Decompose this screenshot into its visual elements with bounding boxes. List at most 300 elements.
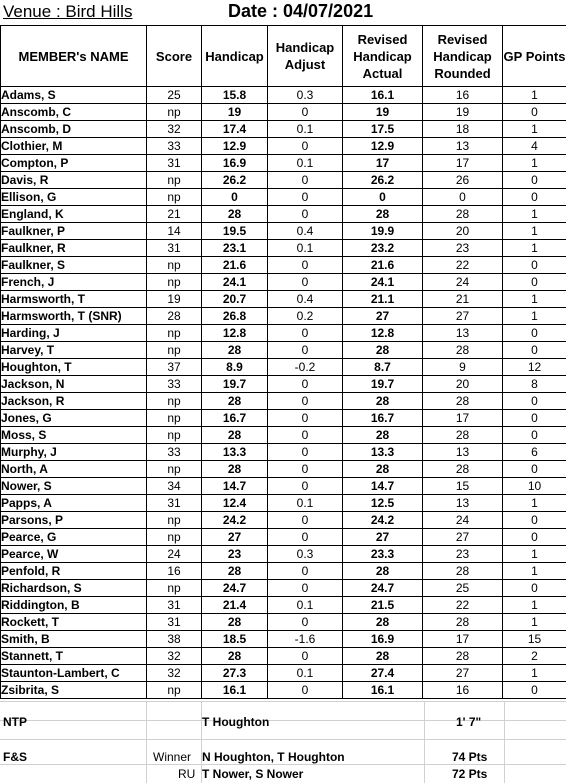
cell-revised-rounded: 17 xyxy=(423,155,503,172)
cell-handicap-adjust: 0 xyxy=(268,444,343,461)
cell-handicap-adjust: 0.1 xyxy=(268,495,343,512)
cell-handicap-adjust: 0.4 xyxy=(268,291,343,308)
cell-handicap-adjust: -1.6 xyxy=(268,631,343,648)
cell-revised-actual: 12.8 xyxy=(343,325,423,342)
cell-revised-rounded: 28 xyxy=(423,342,503,359)
cell-revised-actual: 8.7 xyxy=(343,359,423,376)
cell-handicap-adjust: 0.1 xyxy=(268,665,343,682)
cell-member-name: Clothier, M xyxy=(1,138,147,155)
table-row xyxy=(1,512,566,529)
cell-revised-rounded: 22 xyxy=(423,257,503,274)
cell-handicap: 15.8 xyxy=(202,87,268,104)
cell-revised-rounded: 28 xyxy=(423,614,503,631)
fs-ru-names: T Nower, S Nower xyxy=(202,767,304,781)
cell-gp-points: 4 xyxy=(503,138,566,155)
table-row xyxy=(1,495,566,512)
cell-member-name: North, A xyxy=(1,461,147,478)
cell-member-name: Rockett, T xyxy=(1,614,147,631)
cell-gp-points: 1 xyxy=(503,223,566,240)
cell-revised-rounded: 28 xyxy=(423,563,503,580)
cell-handicap-adjust: 0.1 xyxy=(268,121,343,138)
cell-gp-points: 1 xyxy=(503,563,566,580)
cell-gp-points: 0 xyxy=(503,410,566,427)
cell-revised-rounded: 17 xyxy=(423,631,503,648)
cell-handicap: 26.2 xyxy=(202,172,268,189)
cell-member-name: Penfold, R xyxy=(1,563,147,580)
cell-revised-actual: 13.3 xyxy=(343,444,423,461)
cell-score: 16 xyxy=(147,563,202,580)
cell-member-name: Smith, B xyxy=(1,631,147,648)
cell-member-name: Richardson, S xyxy=(1,580,147,597)
cell-gp-points: 1 xyxy=(503,495,566,512)
cell-handicap-adjust: 0 xyxy=(268,172,343,189)
cell-score: 37 xyxy=(147,359,202,376)
cell-member-name: Jones, G xyxy=(1,410,147,427)
title-row xyxy=(0,0,566,25)
cell-handicap: 21.6 xyxy=(202,257,268,274)
cell-revised-rounded: 18 xyxy=(423,121,503,138)
table-row xyxy=(1,427,566,444)
cell-handicap-adjust: 0.3 xyxy=(268,87,343,104)
cell-score: np xyxy=(147,682,202,699)
cell-revised-actual: 12.9 xyxy=(343,138,423,155)
cell-revised-rounded: 24 xyxy=(423,274,503,291)
cell-revised-actual: 19.9 xyxy=(343,223,423,240)
cell-revised-rounded: 25 xyxy=(423,580,503,597)
cell-gp-points: 1 xyxy=(503,665,566,682)
cell-member-name: Pearce, W xyxy=(1,546,147,563)
table-row xyxy=(1,308,566,325)
cell-revised-actual: 28 xyxy=(343,427,423,444)
date-label: Date : 04/07/2021 xyxy=(228,1,374,21)
cell-revised-rounded: 13 xyxy=(423,444,503,461)
cell-gp-points: 1 xyxy=(503,546,566,563)
cell-member-name: Davis, R xyxy=(1,172,147,189)
cell-revised-actual: 27.4 xyxy=(343,665,423,682)
cell-revised-rounded: 13 xyxy=(423,138,503,155)
cell-gp-points: 1 xyxy=(503,291,566,308)
cell-score: 31 xyxy=(147,155,202,172)
cell-revised-rounded: 20 xyxy=(423,376,503,393)
cell-revised-actual: 24.2 xyxy=(343,512,423,529)
header-score: Score xyxy=(147,26,202,87)
table-row xyxy=(1,461,566,478)
cell-score: np xyxy=(147,410,202,427)
cell-member-name: Moss, S xyxy=(1,427,147,444)
cell-gp-points: 15 xyxy=(503,631,566,648)
cell-gp-points: 0 xyxy=(503,427,566,444)
table-row xyxy=(1,682,566,699)
cell-revised-actual: 17 xyxy=(343,155,423,172)
cell-revised-rounded: 20 xyxy=(423,223,503,240)
cell-revised-actual: 16.7 xyxy=(343,410,423,427)
cell-revised-actual: 0 xyxy=(343,189,423,206)
cell-member-name: Faulkner, R xyxy=(1,240,147,257)
table-row xyxy=(1,121,566,138)
table-row xyxy=(1,257,566,274)
table-row xyxy=(1,410,566,427)
cell-member-name: Riddington, B xyxy=(1,597,147,614)
table-row xyxy=(1,223,566,240)
cell-handicap-adjust: 0 xyxy=(268,682,343,699)
cell-handicap-adjust: 0 xyxy=(268,257,343,274)
cell-handicap: 24.1 xyxy=(202,274,268,291)
cell-revised-actual: 21.5 xyxy=(343,597,423,614)
fs-winner-names: N Houghton, T Houghton xyxy=(202,750,345,764)
header-gp-points: GP Points xyxy=(503,26,566,87)
table-row xyxy=(1,325,566,342)
header-revised-rounded: Revised Handicap Rounded xyxy=(423,26,503,87)
cell-gp-points: 8 xyxy=(503,376,566,393)
cell-handicap: 8.9 xyxy=(202,359,268,376)
cell-score: np xyxy=(147,427,202,444)
cell-revised-rounded: 21 xyxy=(423,291,503,308)
cell-member-name: Houghton, T xyxy=(1,359,147,376)
cell-score: np xyxy=(147,257,202,274)
cell-handicap-adjust: 0 xyxy=(268,512,343,529)
cell-handicap-adjust: 0 xyxy=(268,580,343,597)
cell-revised-rounded: 27 xyxy=(423,308,503,325)
cell-revised-actual: 21.6 xyxy=(343,257,423,274)
table-row xyxy=(1,597,566,614)
cell-handicap-adjust: 0 xyxy=(268,189,343,206)
cell-score: 19 xyxy=(147,291,202,308)
cell-revised-rounded: 16 xyxy=(423,682,503,699)
cell-gp-points: 1 xyxy=(503,597,566,614)
cell-member-name: Faulkner, P xyxy=(1,223,147,240)
cell-score: 33 xyxy=(147,376,202,393)
cell-revised-rounded: 28 xyxy=(423,648,503,665)
results-table xyxy=(0,25,566,699)
cell-handicap-adjust: -0.2 xyxy=(268,359,343,376)
cell-revised-rounded: 28 xyxy=(423,461,503,478)
cell-score: 24 xyxy=(147,546,202,563)
cell-revised-actual: 28 xyxy=(343,614,423,631)
cell-gp-points: 0 xyxy=(503,580,566,597)
cell-revised-actual: 23.2 xyxy=(343,240,423,257)
ntp-distance: 1' 7" xyxy=(456,715,482,729)
cell-revised-rounded: 15 xyxy=(423,478,503,495)
header-handicap: Handicap xyxy=(202,26,268,87)
cell-handicap: 20.7 xyxy=(202,291,268,308)
table-row xyxy=(1,155,566,172)
cell-revised-actual: 19 xyxy=(343,104,423,121)
cell-handicap: 26.8 xyxy=(202,308,268,325)
cell-score: 31 xyxy=(147,240,202,257)
cell-handicap-adjust: 0 xyxy=(268,325,343,342)
header-handicap-adjust: Handicap Adjust xyxy=(268,26,343,87)
cell-member-name: Stannett, T xyxy=(1,648,147,665)
cell-handicap: 28 xyxy=(202,393,268,410)
cell-handicap-adjust: 0 xyxy=(268,104,343,121)
cell-score: 38 xyxy=(147,631,202,648)
cell-revised-actual: 28 xyxy=(343,461,423,478)
fs-ru-points: 72 Pts xyxy=(452,767,488,781)
cell-revised-rounded: 16 xyxy=(423,87,503,104)
table-row xyxy=(1,478,566,495)
table-row xyxy=(1,87,566,104)
cell-handicap-adjust: 0 xyxy=(268,138,343,155)
cell-handicap-adjust: 0 xyxy=(268,342,343,359)
cell-handicap: 21.4 xyxy=(202,597,268,614)
cell-member-name: Compton, P xyxy=(1,155,147,172)
cell-handicap-adjust: 0 xyxy=(268,410,343,427)
cell-handicap: 16.1 xyxy=(202,682,268,699)
cell-revised-rounded: 9 xyxy=(423,359,503,376)
cell-revised-actual: 14.7 xyxy=(343,478,423,495)
cell-handicap: 16.9 xyxy=(202,155,268,172)
cell-revised-rounded: 19 xyxy=(423,104,503,121)
table-row xyxy=(1,172,566,189)
cell-handicap: 14.7 xyxy=(202,478,268,495)
cell-score: 33 xyxy=(147,138,202,155)
cell-handicap: 12.4 xyxy=(202,495,268,512)
cell-handicap: 28 xyxy=(202,206,268,223)
cell-score: np xyxy=(147,580,202,597)
cell-score: 31 xyxy=(147,495,202,512)
table-row xyxy=(1,614,566,631)
cell-handicap: 12.9 xyxy=(202,138,268,155)
cell-revised-rounded: 22 xyxy=(423,597,503,614)
cell-revised-rounded: 23 xyxy=(423,546,503,563)
cell-handicap: 24.2 xyxy=(202,512,268,529)
cell-handicap-adjust: 0 xyxy=(268,529,343,546)
cell-revised-actual: 12.5 xyxy=(343,495,423,512)
cell-member-name: Zsibrita, S xyxy=(1,682,147,699)
cell-member-name: Parsons, P xyxy=(1,512,147,529)
cell-score: np xyxy=(147,461,202,478)
cell-handicap: 12.8 xyxy=(202,325,268,342)
table-row xyxy=(1,342,566,359)
table-row xyxy=(1,648,566,665)
cell-handicap-adjust: 0.1 xyxy=(268,597,343,614)
cell-gp-points: 0 xyxy=(503,172,566,189)
cell-revised-rounded: 28 xyxy=(423,206,503,223)
cell-handicap-adjust: 0.3 xyxy=(268,546,343,563)
table-row xyxy=(1,274,566,291)
cell-score: 31 xyxy=(147,597,202,614)
cell-revised-rounded: 28 xyxy=(423,427,503,444)
cell-score: 21 xyxy=(147,206,202,223)
cell-score: np xyxy=(147,104,202,121)
cell-revised-rounded: 27 xyxy=(423,529,503,546)
cell-gp-points: 1 xyxy=(503,308,566,325)
table-row xyxy=(1,104,566,121)
cell-gp-points: 1 xyxy=(503,614,566,631)
table-body xyxy=(1,87,566,699)
cell-score: 32 xyxy=(147,665,202,682)
cell-revised-actual: 16.1 xyxy=(343,682,423,699)
table-row xyxy=(1,631,566,648)
cell-revised-actual: 17.5 xyxy=(343,121,423,138)
table-row xyxy=(1,376,566,393)
cell-revised-rounded: 24 xyxy=(423,512,503,529)
cell-member-name: Papps, A xyxy=(1,495,147,512)
cell-revised-actual: 28 xyxy=(343,648,423,665)
cell-handicap-adjust: 0 xyxy=(268,648,343,665)
cell-score: np xyxy=(147,512,202,529)
table-row xyxy=(1,240,566,257)
cell-handicap: 28 xyxy=(202,342,268,359)
cell-handicap: 23 xyxy=(202,546,268,563)
table-row xyxy=(1,206,566,223)
cell-revised-rounded: 26 xyxy=(423,172,503,189)
venue-label: Venue : Bird Hills xyxy=(3,2,133,21)
cell-revised-actual: 28 xyxy=(343,563,423,580)
cell-gp-points: 1 xyxy=(503,240,566,257)
cell-gp-points: 0 xyxy=(503,393,566,410)
cell-member-name: Ellison, G xyxy=(1,189,147,206)
cell-handicap-adjust: 0 xyxy=(268,427,343,444)
cell-member-name: Harding, J xyxy=(1,325,147,342)
cell-handicap-adjust: 0.4 xyxy=(268,223,343,240)
cell-revised-actual: 28 xyxy=(343,342,423,359)
cell-handicap: 28 xyxy=(202,563,268,580)
header-member-name: MEMBER's NAME xyxy=(1,26,147,87)
cell-gp-points: 0 xyxy=(503,529,566,546)
cell-score: np xyxy=(147,189,202,206)
cell-revised-actual: 28 xyxy=(343,206,423,223)
cell-revised-actual: 27 xyxy=(343,529,423,546)
cell-handicap: 16.7 xyxy=(202,410,268,427)
cell-revised-actual: 19.7 xyxy=(343,376,423,393)
cell-handicap: 19.5 xyxy=(202,223,268,240)
cell-handicap: 0 xyxy=(202,189,268,206)
cell-handicap: 18.5 xyxy=(202,631,268,648)
cell-revised-actual: 24.1 xyxy=(343,274,423,291)
cell-score: np xyxy=(147,325,202,342)
cell-score: 31 xyxy=(147,614,202,631)
fs-winner-points: 74 Pts xyxy=(452,750,488,764)
cell-gp-points: 0 xyxy=(503,274,566,291)
cell-score: 32 xyxy=(147,121,202,138)
cell-revised-rounded: 0 xyxy=(423,189,503,206)
cell-gp-points: 0 xyxy=(503,257,566,274)
cell-handicap: 28 xyxy=(202,461,268,478)
table-row xyxy=(1,138,566,155)
cell-gp-points: 0 xyxy=(503,461,566,478)
cell-handicap: 19.7 xyxy=(202,376,268,393)
cell-handicap: 28 xyxy=(202,614,268,631)
cell-member-name: Murphy, J xyxy=(1,444,147,461)
cell-member-name: Harvey, T xyxy=(1,342,147,359)
cell-revised-rounded: 23 xyxy=(423,240,503,257)
cell-revised-actual: 21.1 xyxy=(343,291,423,308)
cell-handicap: 27.3 xyxy=(202,665,268,682)
ntp-winner: T Houghton xyxy=(202,715,270,729)
cell-member-name: French, J xyxy=(1,274,147,291)
cell-gp-points: 6 xyxy=(503,444,566,461)
cell-handicap-adjust: 0 xyxy=(268,376,343,393)
cell-score: 28 xyxy=(147,308,202,325)
cell-member-name: Staunton-Lambert, C xyxy=(1,665,147,682)
table-row xyxy=(1,529,566,546)
cell-gp-points: 2 xyxy=(503,648,566,665)
fs-winner-label: Winner xyxy=(153,750,192,764)
ntp-label: NTP xyxy=(3,715,27,729)
cell-gp-points: 0 xyxy=(503,325,566,342)
cell-score: np xyxy=(147,274,202,291)
cell-gp-points: 0 xyxy=(503,512,566,529)
table-row xyxy=(1,580,566,597)
cell-score: np xyxy=(147,342,202,359)
cell-gp-points: 1 xyxy=(503,87,566,104)
cell-handicap: 23.1 xyxy=(202,240,268,257)
cell-member-name: Anscomb, D xyxy=(1,121,147,138)
cell-handicap: 17.4 xyxy=(202,121,268,138)
cell-gp-points: 1 xyxy=(503,121,566,138)
cell-member-name: Jackson, N xyxy=(1,376,147,393)
cell-handicap-adjust: 0 xyxy=(268,206,343,223)
cell-handicap-adjust: 0 xyxy=(268,274,343,291)
cell-handicap: 24.7 xyxy=(202,580,268,597)
table-row xyxy=(1,563,566,580)
cell-score: 14 xyxy=(147,223,202,240)
cell-member-name: England, K xyxy=(1,206,147,223)
cell-gp-points: 12 xyxy=(503,359,566,376)
cell-gp-points: 1 xyxy=(503,155,566,172)
table-row xyxy=(1,291,566,308)
table-row xyxy=(1,444,566,461)
cell-gp-points: 1 xyxy=(503,206,566,223)
table-row xyxy=(1,189,566,206)
fs-label: F&S xyxy=(3,750,27,764)
cell-revised-rounded: 13 xyxy=(423,495,503,512)
cell-handicap: 19 xyxy=(202,104,268,121)
cell-revised-actual: 16.1 xyxy=(343,87,423,104)
cell-member-name: Pearce, G xyxy=(1,529,147,546)
cell-score: 32 xyxy=(147,648,202,665)
cell-member-name: Nower, S xyxy=(1,478,147,495)
cell-score: np xyxy=(147,393,202,410)
cell-member-name: Anscomb, C xyxy=(1,104,147,121)
cell-member-name: Harmsworth, T xyxy=(1,291,147,308)
cell-handicap: 13.3 xyxy=(202,444,268,461)
cell-revised-actual: 27 xyxy=(343,308,423,325)
cell-score: 34 xyxy=(147,478,202,495)
header-revised-actual: Revised Handicap Actual xyxy=(343,26,423,87)
cell-handicap-adjust: 0.1 xyxy=(268,240,343,257)
table-row xyxy=(1,665,566,682)
cell-gp-points: 10 xyxy=(503,478,566,495)
cell-handicap-adjust: 0 xyxy=(268,478,343,495)
cell-handicap-adjust: 0.2 xyxy=(268,308,343,325)
table-row xyxy=(1,393,566,410)
cell-revised-actual: 23.3 xyxy=(343,546,423,563)
cell-revised-rounded: 13 xyxy=(423,325,503,342)
cell-revised-actual: 26.2 xyxy=(343,172,423,189)
table-row xyxy=(1,546,566,563)
cell-revised-actual: 24.7 xyxy=(343,580,423,597)
cell-score: 25 xyxy=(147,87,202,104)
cell-gp-points: 0 xyxy=(503,342,566,359)
cell-revised-rounded: 28 xyxy=(423,393,503,410)
cell-score: 33 xyxy=(147,444,202,461)
cell-handicap: 28 xyxy=(202,648,268,665)
cell-gp-points: 0 xyxy=(503,104,566,121)
table-row xyxy=(1,359,566,376)
cell-member-name: Faulkner, S xyxy=(1,257,147,274)
cell-member-name: Adams, S xyxy=(1,87,147,104)
cell-score: np xyxy=(147,172,202,189)
cell-handicap: 27 xyxy=(202,529,268,546)
footer-section xyxy=(0,701,566,783)
cell-handicap-adjust: 0.1 xyxy=(268,155,343,172)
cell-revised-rounded: 27 xyxy=(423,665,503,682)
cell-revised-actual: 28 xyxy=(343,393,423,410)
cell-gp-points: 0 xyxy=(503,682,566,699)
cell-gp-points: 0 xyxy=(503,189,566,206)
